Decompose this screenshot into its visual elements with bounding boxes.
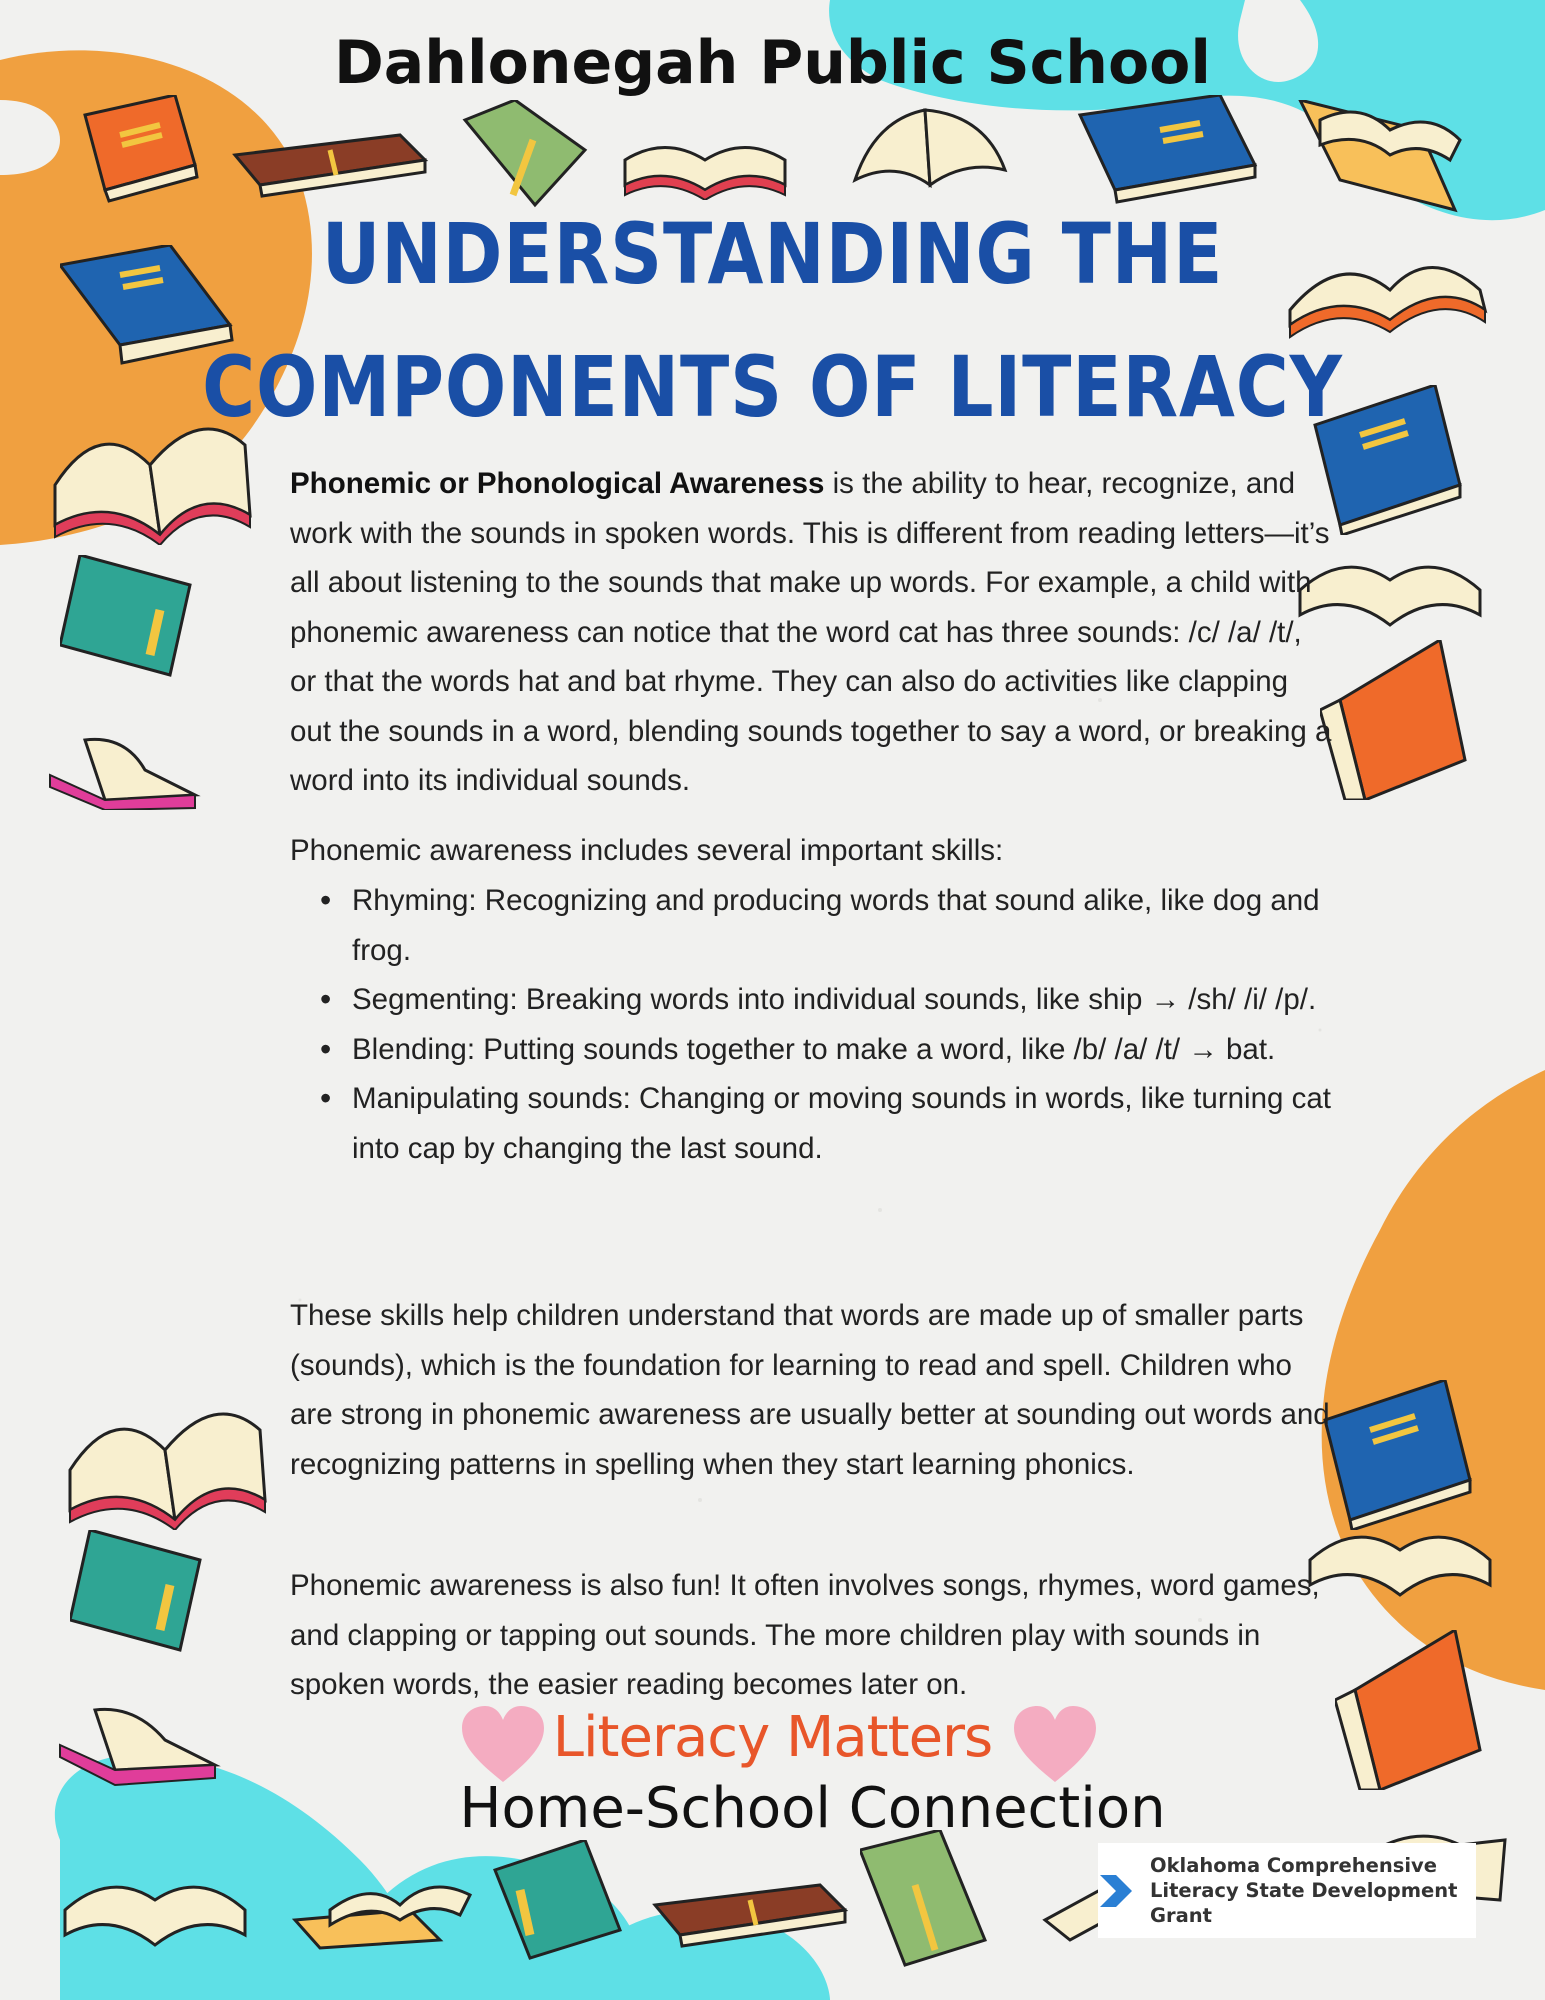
book-icon (485, 1840, 625, 1960)
book-icon (1320, 640, 1470, 800)
paragraph-foundation: These skills help children understand that words are made up of smaller parts (sounds), which is the foundation for learning to read and spell. Children who are strong in phonemic awareness are usually better at sounding out words and recognizing patterns in spelling when they start learning phonics. (290, 1299, 1330, 1481)
page-title-line-1: UNDERSTANDING THE (321, 205, 1224, 303)
school-name: Dahlonegah Public School (334, 28, 1211, 98)
open-book-icon (845, 100, 1015, 200)
open-book-icon (620, 120, 790, 200)
open-book-icon (1280, 100, 1470, 220)
book-icon (70, 1530, 210, 1655)
book-icon (1070, 95, 1260, 205)
skill-item-manipulating: • Manipulating sounds: Changing or moving sounds in words, like turning cat into cap by changing the last sound. (316, 1074, 1336, 1173)
grant-logo (1098, 1843, 1476, 1938)
book-icon (65, 95, 205, 205)
skill-item-blending: • Blending: Putting sounds together to make a word, like /b/ /a/ /t/ → bat. (316, 1025, 1336, 1075)
skills-intro: Phonemic awareness includes several important skills: (290, 834, 1004, 867)
chevron-right-icon (1098, 1871, 1138, 1911)
intro-text: is the ability to hear, recognize, and work with the sounds in spoken words. This is different from reading letters—it’s all about listening to the sounds that make up words. For example, a child with phonemic awareness can notice that the word cat has three sounds: /c/ /a/ /t/, or that the words hat and bat rhyme. They can also do activities like clapping out the sounds in a word, blending sounds together to say a word, or breaking a word into its individual sounds. (290, 467, 1332, 797)
open-book-icon (60, 1860, 250, 1950)
book-icon (60, 555, 200, 680)
book-icon (455, 100, 595, 210)
book-icon (860, 1830, 990, 1970)
page-title-line-2: COMPONENTS OF LITERACY (202, 338, 1343, 436)
open-book-icon (45, 730, 205, 810)
book-icon (1315, 1380, 1475, 1530)
book-icon (230, 130, 430, 200)
footer-subtitle: Home-School Connection (459, 1776, 1166, 1841)
intro-term: Phonemic or Phonological Awareness (290, 467, 825, 500)
intro-paragraph (290, 459, 1335, 806)
tagline: Literacy Matters (552, 1705, 993, 1770)
paragraph-fun: Phonemic awareness is also fun! It often involves songs, rhymes, word games, and clapping or tapping out sounds. The more children play with sounds in spoken words, the easier reading becomes later on. (290, 1569, 1320, 1701)
open-book-icon (65, 1380, 275, 1530)
open-book-icon (290, 1870, 480, 1950)
skills-list (316, 876, 1336, 1173)
skill-item-rhyming: • Rhyming: Recognizing and producing words that sound alike, like dog and frog. (316, 876, 1336, 975)
book-icon (650, 1880, 850, 1950)
grant-name: Oklahoma Comprehensive Literacy State Development Grant (1150, 1854, 1458, 1927)
skill-item-segmenting: • Segmenting: Breaking words into individual sounds, like ship → /sh/ /i/ /p/. (316, 975, 1336, 1025)
